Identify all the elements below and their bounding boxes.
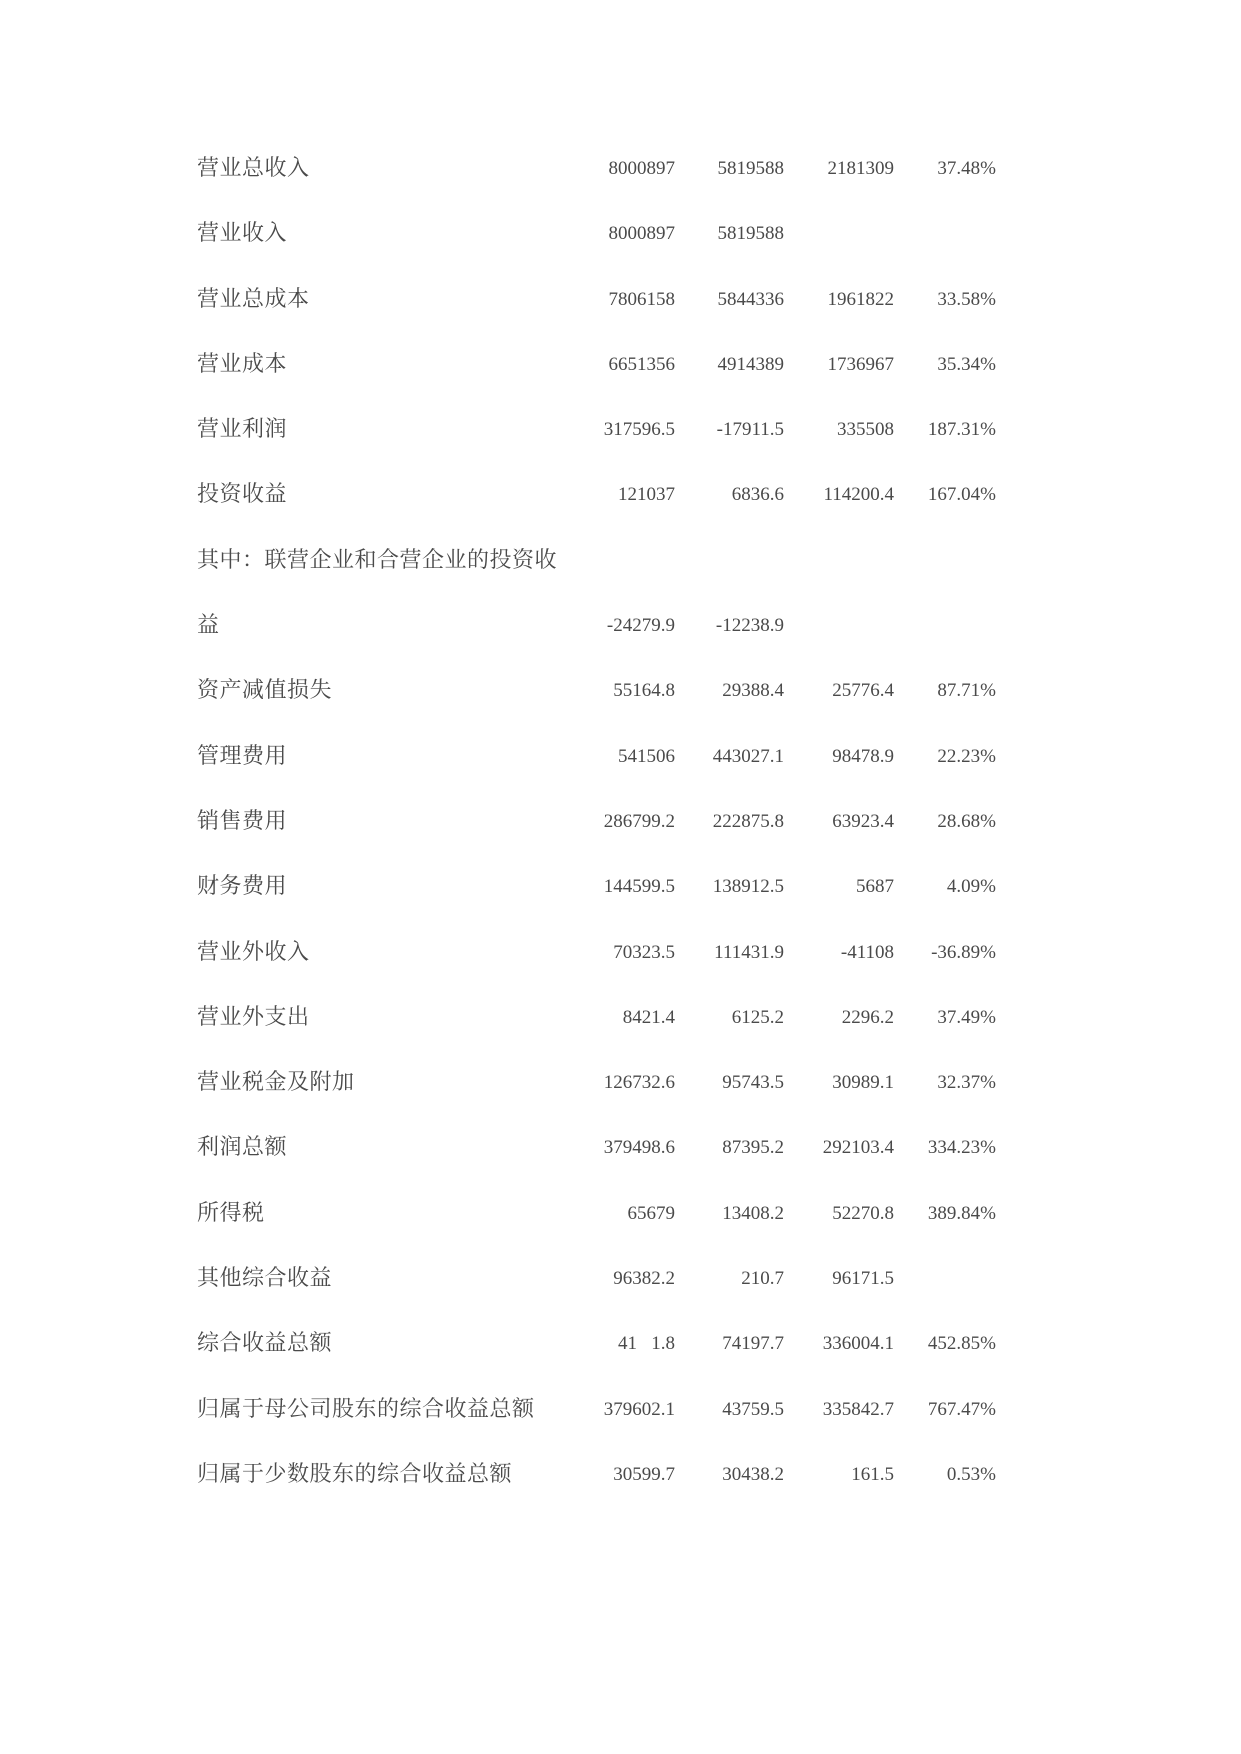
- value-col-2: 6125.2: [731, 1006, 784, 1028]
- value-col-4: 22.23%: [937, 745, 996, 767]
- income-statement-table: [197, 154, 1017, 1525]
- value-col-3: 2296.2: [841, 1006, 894, 1028]
- value-col-1: 65679: [627, 1202, 675, 1224]
- value-col-4: 33.58%: [937, 288, 996, 310]
- value-col-2: 43759.5: [722, 1398, 784, 1420]
- value-col-3: 25776.4: [832, 680, 894, 702]
- row-label: 投资收益: [197, 482, 288, 508]
- table-row: [197, 285, 1017, 350]
- value-col-4: 28.68%: [937, 810, 996, 832]
- value-col-1: -24279.9: [606, 615, 675, 637]
- value-col-1: 379498.6: [603, 1137, 675, 1159]
- value-col-1: 317596.5: [603, 419, 675, 441]
- value-col-1: 126732.6: [603, 1072, 675, 1094]
- value-col-1: 8000897: [608, 223, 675, 245]
- table-row: [197, 1003, 1017, 1068]
- value-col-2: 111431.9: [714, 941, 784, 963]
- table-row: [197, 676, 1017, 741]
- value-col-1: 55164.8: [613, 680, 675, 702]
- value-col-1: 70323.5: [613, 941, 675, 963]
- value-col-1: 121037: [618, 484, 675, 506]
- value-col-3: 52270.8: [832, 1202, 894, 1224]
- value-col-3: 2181309: [827, 158, 894, 179]
- table-row: [197, 1199, 1017, 1264]
- row-label: 营业成本: [197, 351, 288, 377]
- row-label: 归属于母公司股东的综合收益总额: [197, 1396, 535, 1422]
- row-label: 利润总额: [197, 1135, 288, 1161]
- value-col-4: 334.23%: [927, 1137, 996, 1159]
- table-row: [197, 1329, 1017, 1394]
- value-col-2: 138912.5: [712, 876, 784, 898]
- row-label: 营业外支出: [197, 1004, 310, 1030]
- value-col-4: 87.71%: [937, 680, 996, 702]
- table-row: [197, 807, 1017, 872]
- row-label: 营业总收入: [197, 156, 310, 181]
- row-label: 其他综合收益: [197, 1266, 333, 1292]
- value-col-2: 30438.2: [722, 1463, 784, 1485]
- value-col-2: 13408.2: [722, 1202, 784, 1224]
- value-col-4: 37.48%: [937, 158, 996, 179]
- value-col-1: 7806158: [608, 288, 675, 310]
- value-col-2: 29388.4: [722, 680, 784, 702]
- value-col-3: 292103.4: [822, 1137, 894, 1159]
- value-col-4: 32.37%: [937, 1072, 996, 1094]
- row-label: 资产减值损失: [197, 678, 333, 704]
- value-col-4: 4.09%: [946, 876, 996, 898]
- row-label: 综合收益总额: [197, 1331, 333, 1357]
- row-label: 归属于少数股东的综合收益总额: [197, 1461, 513, 1487]
- table-row: [197, 611, 1017, 676]
- value-col-3: 335508: [837, 419, 894, 441]
- table-row: [197, 1460, 1017, 1525]
- table-row: [197, 154, 1017, 219]
- value-col-2: -12238.9: [715, 615, 784, 637]
- value-col-4: 0.53%: [946, 1463, 996, 1485]
- value-col-4: 187.31%: [927, 419, 996, 441]
- value-col-1: 541506: [618, 745, 675, 767]
- table-row: [197, 415, 1017, 480]
- row-label: 销售费用: [197, 808, 288, 834]
- value-col-3: 63923.4: [832, 810, 894, 832]
- value-col-2: 4914389: [717, 353, 784, 375]
- table-row: [197, 1133, 1017, 1198]
- value-col-4: 767.47%: [927, 1398, 996, 1420]
- value-col-2: 95743.5: [722, 1072, 784, 1094]
- value-col-4: 452.85%: [927, 1333, 996, 1355]
- value-col-2: 74197.7: [722, 1333, 784, 1355]
- value-col-2: 5844336: [717, 288, 784, 310]
- value-col-2: 87395.2: [722, 1137, 784, 1159]
- table-row: [197, 546, 1017, 611]
- table-row: [197, 480, 1017, 545]
- value-col-3: 1961822: [827, 288, 894, 310]
- row-label: 益: [197, 613, 220, 639]
- table-row: [197, 1068, 1017, 1133]
- value-col-2: 222875.8: [712, 810, 784, 832]
- value-col-4: 389.84%: [927, 1202, 996, 1224]
- table-row: [197, 350, 1017, 415]
- value-col-1: 144599.5: [603, 876, 675, 898]
- value-col-2: 6836.6: [731, 484, 784, 506]
- row-label: 营业利润: [197, 417, 288, 443]
- row-label: 财务费用: [197, 874, 288, 900]
- value-col-1: 286799.2: [603, 810, 675, 832]
- value-col-3: 336004.1: [822, 1333, 894, 1355]
- value-col-3: 335842.7: [822, 1398, 894, 1420]
- value-col-1: 379602.1: [603, 1398, 675, 1420]
- table-row: [197, 219, 1017, 284]
- value-col-1: 6651356: [608, 353, 675, 375]
- table-row: [197, 872, 1017, 937]
- value-col-2: -17911.5: [716, 419, 784, 441]
- row-label: 其中：联营企业和合营企业的投资收: [197, 547, 558, 573]
- table-row: [197, 742, 1017, 807]
- table-row: [197, 938, 1017, 1003]
- value-col-2: 5819588: [717, 158, 784, 179]
- row-label: 管理费用: [197, 743, 288, 769]
- row-label: 营业总成本: [197, 286, 310, 312]
- row-label: 营业外收入: [197, 939, 310, 965]
- value-col-2: 443027.1: [712, 745, 784, 767]
- value-col-3: 5687: [856, 876, 894, 898]
- value-col-4: 167.04%: [927, 484, 996, 506]
- value-col-1: 96382.2: [613, 1268, 675, 1290]
- row-label: 营业收入: [197, 221, 288, 247]
- row-label: 所得税: [197, 1200, 265, 1226]
- table-row: [197, 1264, 1017, 1329]
- value-col-3: 1736967: [827, 353, 894, 375]
- value-col-4: 37.49%: [937, 1006, 996, 1028]
- value-col-2: 5819588: [717, 223, 784, 245]
- value-col-3: 30989.1: [832, 1072, 894, 1094]
- row-label: 营业税金及附加: [197, 1070, 355, 1096]
- value-col-1: 41 1.8: [618, 1333, 675, 1355]
- value-col-3: 161.5: [851, 1463, 894, 1485]
- value-col-1: 8421.4: [622, 1006, 675, 1028]
- value-col-4: 35.34%: [937, 353, 996, 375]
- value-col-3: -41108: [840, 941, 894, 963]
- value-col-2: 210.7: [741, 1268, 784, 1290]
- table-row: [197, 1395, 1017, 1460]
- value-col-1: 8000897: [608, 158, 675, 179]
- value-col-1: 30599.7: [613, 1463, 675, 1485]
- value-col-4: -36.89%: [931, 941, 996, 963]
- value-col-3: 96171.5: [832, 1268, 894, 1290]
- value-col-3: 114200.4: [823, 484, 894, 506]
- value-col-3: 98478.9: [832, 745, 894, 767]
